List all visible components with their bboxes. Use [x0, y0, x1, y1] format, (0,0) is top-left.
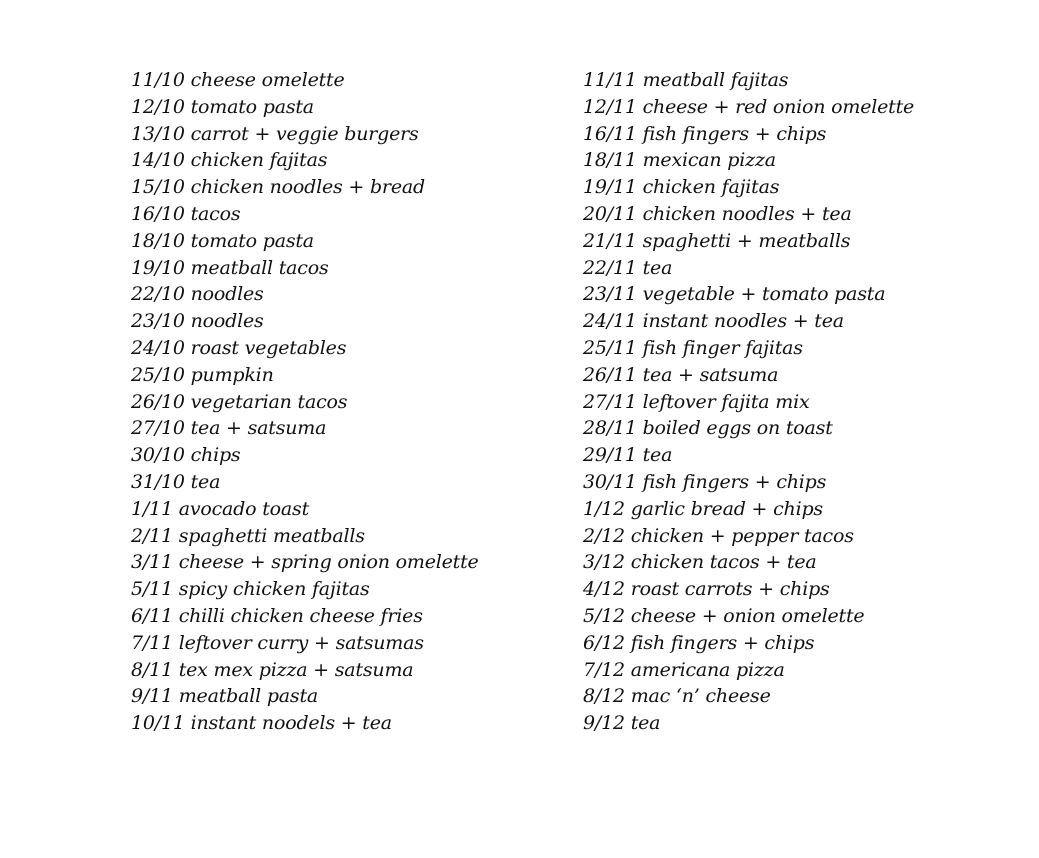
list-item: 23/10 noodles — [131, 310, 264, 333]
list-item: 1/11 avocado toast — [131, 497, 310, 520]
list-item: 8/11 tex mex pizza + satsuma — [131, 658, 414, 681]
list-item: 16/10 tacos — [131, 202, 241, 225]
list-item: 6/11 chilli chicken cheese fries — [131, 604, 423, 627]
list-item: 26/11 tea + satsuma — [583, 363, 779, 386]
list-item: 28/11 boiled eggs on toast — [583, 417, 833, 440]
list-item: 20/11 chicken noodles + tea — [583, 202, 852, 225]
right-column-list — [583, 67, 1023, 737]
list-item: 10/11 instant noodels + tea — [131, 712, 392, 735]
list-item: 12/11 cheese + red onion omelette — [583, 95, 915, 118]
list-item: 24/10 roast vegetables — [131, 336, 347, 359]
list-item: 2/11 spaghetti meatballs — [131, 524, 365, 547]
list-item: 25/11 fish finger fajitas — [583, 336, 803, 359]
list-item: 24/11 instant noodles + tea — [583, 310, 844, 333]
list-item: 30/10 chips — [131, 444, 241, 467]
list-item: 27/11 leftover fajita mix — [583, 390, 810, 413]
list-item: 22/11 tea — [583, 256, 673, 279]
list-item: 19/11 chicken fajitas — [583, 176, 780, 199]
list-item: 27/10 tea + satsuma — [131, 417, 327, 440]
list-item: 11/11 meatball fajitas — [583, 69, 789, 91]
list-item: 9/11 meatball pasta — [131, 685, 319, 708]
list-item: 19/10 meatball tacos — [131, 256, 329, 279]
list-item: 2/12 chicken + pepper tacos — [583, 524, 854, 547]
list-item: 16/11 fish fingers + chips — [583, 122, 827, 145]
list-item: 7/11 leftover curry + satsumas — [131, 631, 424, 654]
left-column-list — [131, 67, 551, 737]
list-item: 15/10 chicken noodles + bread — [131, 176, 425, 199]
list-item: 9/12 tea — [583, 712, 661, 735]
list-item: 3/11 cheese + spring onion omelette — [131, 551, 479, 574]
list-item: 23/11 vegetable + tomato pasta — [583, 283, 886, 306]
list-item: 29/11 tea — [583, 444, 673, 467]
list-item: 5/11 spicy chicken fajitas — [131, 578, 370, 601]
list-item: 18/10 tomato pasta — [131, 229, 314, 252]
list-item: 7/12 americana pizza — [583, 658, 785, 681]
list-item: 3/12 chicken tacos + tea — [583, 551, 817, 574]
list-item: 4/12 roast carrots + chips — [583, 578, 830, 601]
list-item: 26/10 vegetarian tacos — [131, 390, 348, 413]
list-item: 18/11 mexican pizza — [583, 149, 776, 172]
list-item: 22/10 noodles — [131, 283, 264, 306]
list-item: 8/12 mac ‘n’ cheese — [583, 685, 771, 708]
list-item: 21/11 spaghetti + meatballs — [583, 229, 851, 252]
list-item: 6/12 fish fingers + chips — [583, 631, 815, 654]
list-item: 13/10 carrot + veggie burgers — [131, 122, 419, 145]
list-item: 14/10 chicken fajitas — [131, 149, 328, 172]
list-item: 25/10 pumpkin — [131, 363, 274, 386]
list-item: 1/12 garlic bread + chips — [583, 497, 823, 520]
list-item: 30/11 fish fingers + chips — [583, 470, 827, 493]
list-item: 31/10 tea — [131, 470, 221, 493]
list-item: 5/12 cheese + onion omelette — [583, 604, 865, 627]
list-item: 12/10 tomato pasta — [131, 95, 314, 118]
list-item: 11/10 cheese omelette — [131, 69, 345, 91]
